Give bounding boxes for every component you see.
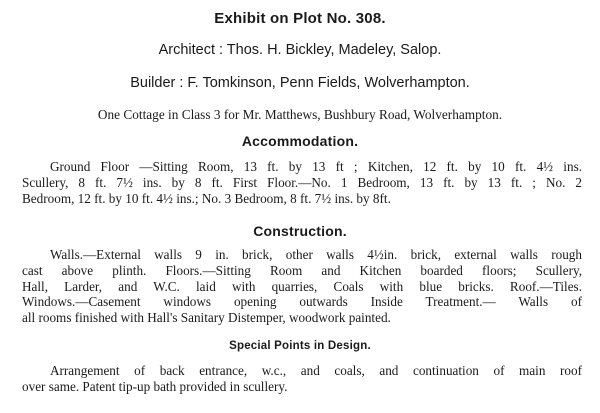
accommodation-line: Scullery, 8 ft. 7½ ins. by 8 ft. First Floor.—No. 1 Bedroom, 13 ft. by 13 ft. ; No. 2 <box>22 174 582 190</box>
special-points-paragraph <box>22 363 582 395</box>
accommodation-line: Bedroom, 12 ft. by 10 ft. 4½ ins.; No. 3 Bedroom, 8 ft. 7½ ins. by 8ft. <box>22 190 391 206</box>
cottage-description: One Cottage in Class 3 for Mr. Matthews, Bushbury Road, Wolverhampton. <box>97 107 503 122</box>
architect-line: Architect : Thos. H. Bickley, Madeley, Salop. <box>158 42 442 58</box>
construction-line: Walls.—External walls 9 in. brick, other walls 4½in. brick, external walls rough <box>50 247 582 262</box>
construction-heading: Construction. <box>253 223 347 239</box>
special-points-heading: Special Points in Design. <box>229 340 371 352</box>
special-points-line: Arrangement of back entrance, w.c., and coals, and continuation of main roof <box>50 363 582 378</box>
accommodation-heading: Accommodation. <box>241 133 359 149</box>
construction-line: cast above plinth. Floors.—Sitting Room and Kitchen boarded floors; Scullery, <box>22 262 582 278</box>
construction-line: Hall, Larder, and W.C. laid with quarries, Coals with blue bricks. Roof.—Tiles. <box>22 278 582 294</box>
builder-line: Builder : F. Tomkinson, Penn Fields, Wolverhampton. <box>130 75 470 91</box>
construction-line: Windows.—Casement windows opening outwards Inside Treatment.— Walls of <box>22 294 582 310</box>
special-points-line: over same. Patent tip-up bath provided in scullery. <box>22 378 288 394</box>
construction-line: all rooms finished with Hall's Sanitary Distemper, woodwork painted. <box>22 310 391 326</box>
accommodation-line: Ground Floor —Sitting Room, 13 ft. by 13 ft ; Kitchen, 12 ft. by 10 ft. 4½ ins. <box>50 159 582 174</box>
exhibit-title: Exhibit on Plot No. 308. <box>214 10 386 27</box>
construction-paragraph <box>22 247 582 326</box>
accommodation-paragraph <box>22 159 582 206</box>
